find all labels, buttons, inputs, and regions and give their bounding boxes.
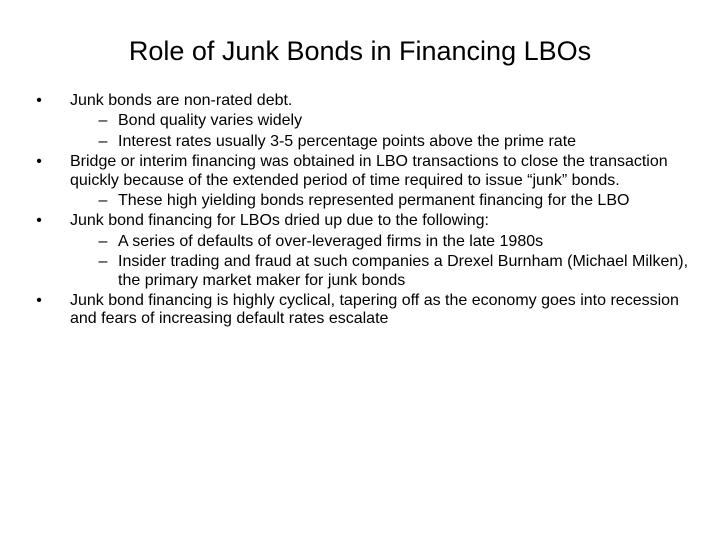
sub-bullet-text: Bond quality varies widely (118, 112, 303, 130)
bullet-marker: • (36, 212, 42, 230)
sub-bullet-text: A series of defaults of over-leveraged firms in the late 1980s (118, 232, 544, 250)
dash-marker: – (98, 132, 108, 150)
bullet-text: Junk bonds are non-rated debt. (70, 92, 293, 109)
bullet-marker: • (36, 292, 42, 310)
bullet-marker: • (36, 153, 42, 171)
sub-bullet-text: These high yielding bonds represented permanent financing for the LBO (118, 192, 630, 210)
slide-title: Role of Junk Bonds in Financing LBOs (128, 36, 592, 66)
bullet-point (32, 92, 692, 110)
dash-marker: – (98, 192, 108, 210)
bullet-text: Bridge or interim financing was obtained in LBO transactions to close the transaction quickly because of the extended period of time required to issue “junk” bonds. (70, 153, 668, 189)
bullet-point (32, 292, 692, 329)
dash-marker: – (98, 232, 108, 250)
bullet-point (32, 153, 692, 190)
sub-bullet-point (32, 233, 692, 251)
sub-bullet-point (32, 192, 692, 210)
dash-marker: – (98, 253, 108, 271)
bullet-text: Junk bond financing for LBOs dried up due to the following: (70, 212, 489, 230)
slide-content (32, 92, 692, 331)
dash-marker: – (98, 112, 108, 130)
sub-bullet-text: Insider trading and fraud at such companies a Drexel Burnham (Michael Milken), the primary market maker for junk bonds (118, 253, 689, 289)
sub-bullet-point (32, 133, 692, 151)
sub-bullet-point (32, 112, 692, 130)
bullet-marker: • (36, 92, 42, 109)
sub-bullet-point (32, 253, 692, 290)
bullet-text: Junk bond financing is highly cyclical, tapering off as the economy goes into recession and fears of increasing default rates escalate (70, 292, 679, 328)
sub-bullet-text: Interest rates usually 3-5 percentage points above the prime rate (118, 132, 577, 150)
bullet-point (32, 212, 692, 230)
